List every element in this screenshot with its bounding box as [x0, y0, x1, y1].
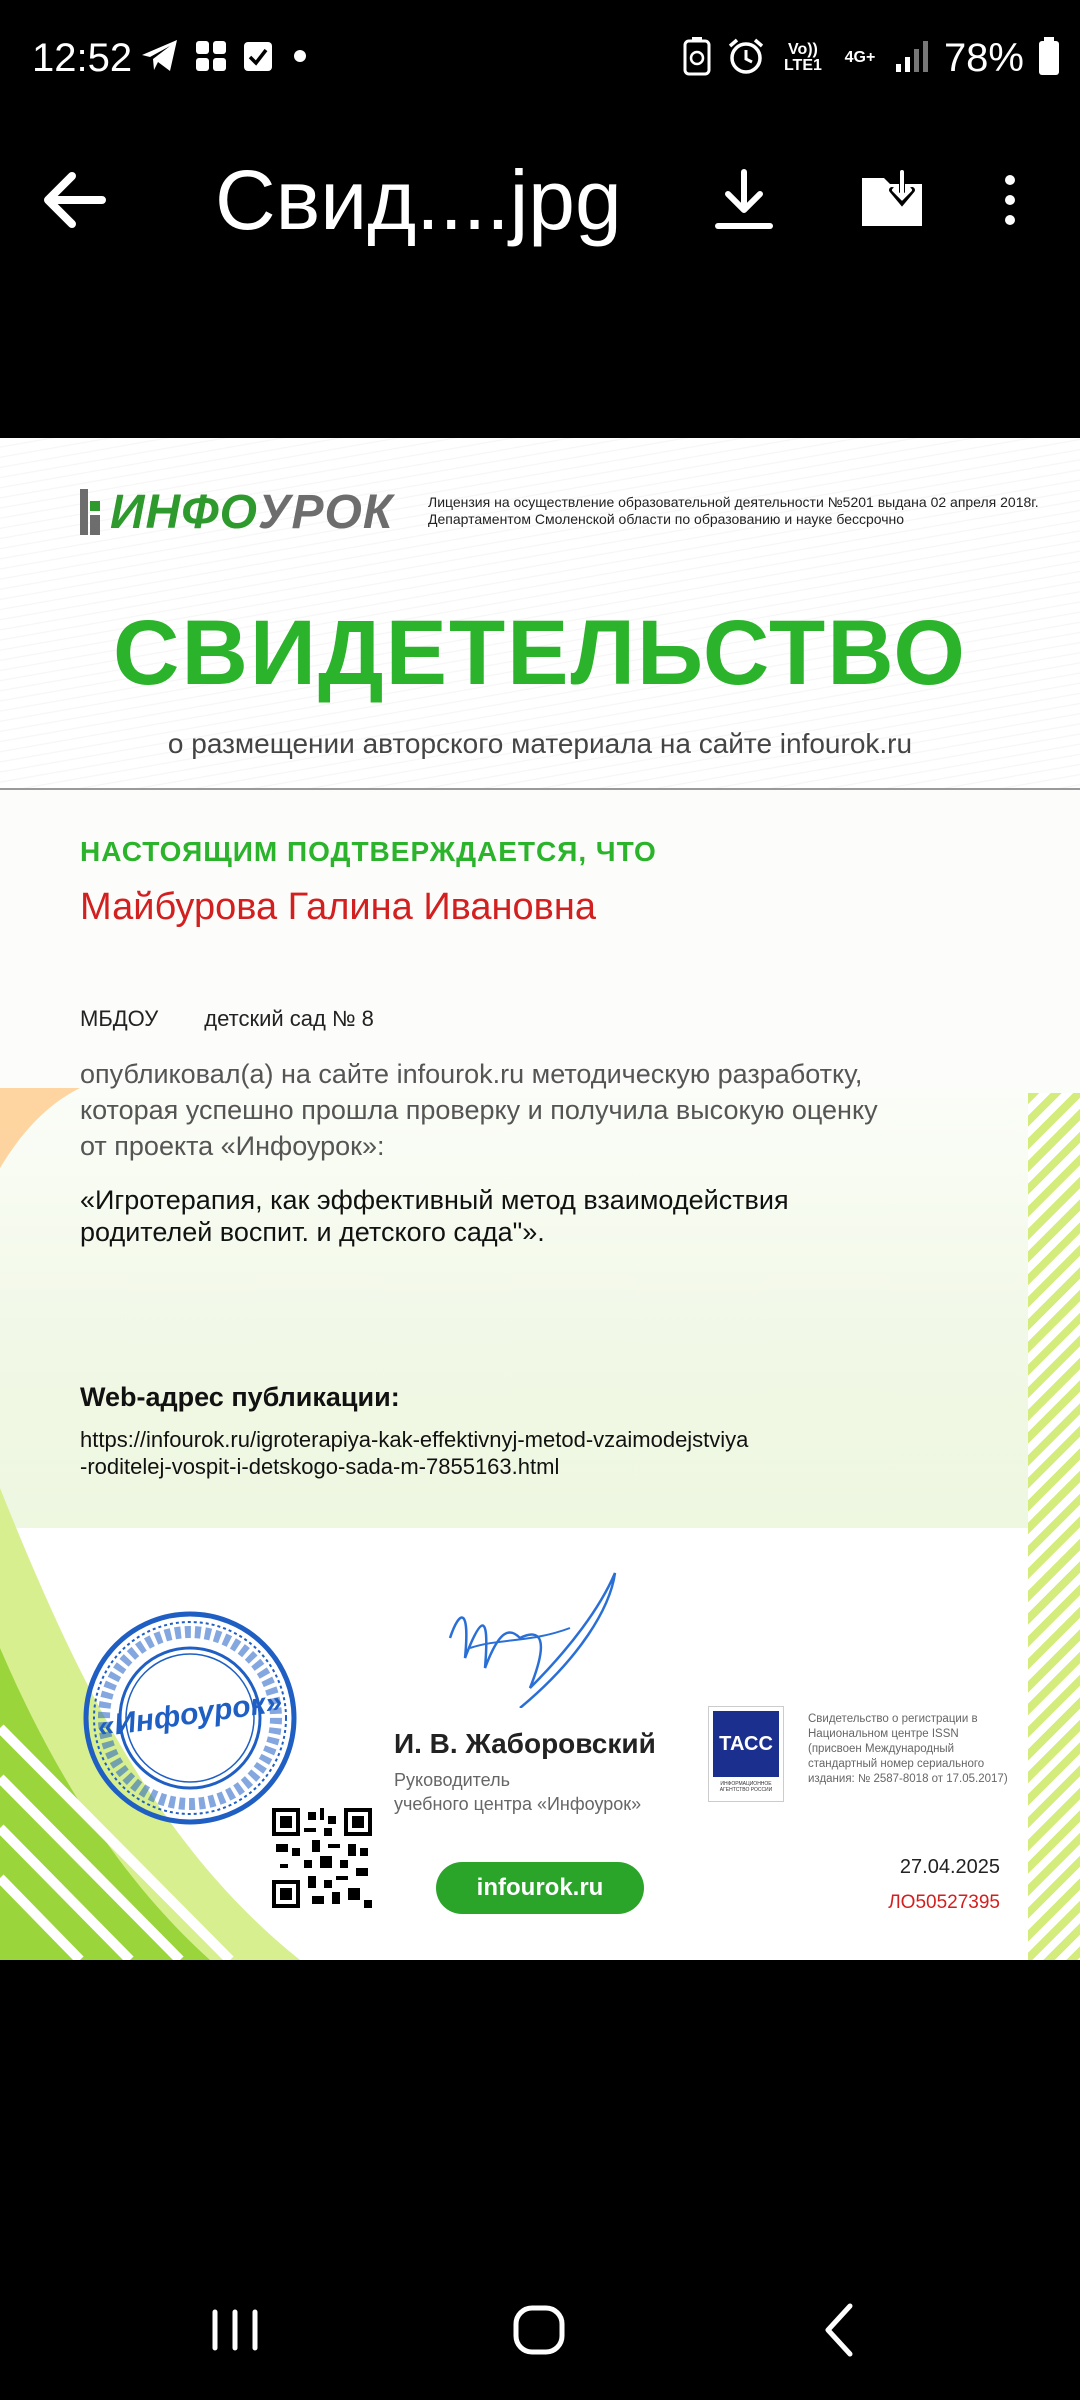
right-decor-stripes: [1028, 1093, 1080, 1960]
app-grid-icon: [194, 39, 228, 78]
stamp-seal: [80, 1608, 300, 1828]
header-divider: [0, 788, 1080, 790]
organization-type: МБДОУ: [80, 1006, 159, 1031]
organization: [80, 1006, 374, 1032]
status-right: [682, 34, 1060, 82]
logo-mark-icon: [78, 487, 104, 537]
task-check-icon: [242, 39, 274, 78]
4g-icon: 4G+: [844, 49, 876, 66]
issn-text: Свидетельство о регистрации в Национальном центре ISSN (присвоен Международный стандартный номер сериального издания: № 2587-8018 от 17.05.2017): [808, 1713, 1008, 1785]
web-address-label: Web-адрес публикации:: [80, 1382, 400, 1412]
battery-level: 78%: [943, 36, 1024, 80]
signal-icon: [894, 38, 930, 79]
stamp-center-text: «Инфоурок»: [95, 1685, 285, 1744]
more-vertical-icon[interactable]: [974, 164, 1046, 236]
file-title: Свид....jpg: [215, 153, 622, 247]
logo-text-part2: УРОК: [258, 485, 394, 539]
web-url-line1: https://infourok.ru/igroterapiya-kak-effektivnyj-metod-vzaimodejstviya: [80, 1427, 749, 1452]
tass-caption: ИНФОРМАЦИОННОЕ АГЕНТСТВО РОССИИ: [719, 1781, 773, 1793]
notification-icons: [140, 38, 312, 78]
home-icon[interactable]: [500, 2290, 580, 2370]
recent-apps-icon[interactable]: [195, 2290, 275, 2370]
battery-saver-icon: [682, 36, 712, 81]
status-time: 12:52: [32, 36, 133, 80]
back-arrow-icon[interactable]: [40, 170, 110, 230]
director-signature: [440, 1568, 640, 1708]
tass-label: ТАСС: [713, 1711, 779, 1777]
qr-code: [272, 1808, 372, 1908]
alarm-icon: [726, 36, 766, 81]
issue-date: 27.04.2025: [899, 1856, 1000, 1878]
volte-icon: Vo)) LTE1: [783, 41, 822, 74]
save-to-folder-icon[interactable]: [856, 164, 928, 236]
organization-name: детский сад № 8: [204, 1006, 374, 1031]
director-name: И. В. Жаборовский: [394, 1728, 656, 1759]
back-icon[interactable]: [800, 2290, 880, 2370]
certificate-headline: СВИДЕТЕЛЬСТВО: [113, 602, 967, 704]
tass-logo: [708, 1706, 784, 1802]
telegram-icon: [140, 38, 180, 79]
license-text: Лицензия на осуществление образовательной деятельности №5201 выдана 02 апреля 2018г. Департаментом Смоленской области по образованию и науке бессрочно: [428, 494, 1039, 527]
logo-text-part1: ИНФО: [110, 485, 258, 539]
certificate-body-bg-top: [0, 788, 1080, 1088]
infourok-logo: [78, 484, 393, 540]
registration-number: ЛО50527395: [888, 1892, 1000, 1913]
navigation-bar: [0, 2260, 1080, 2400]
dot-icon: [288, 44, 312, 73]
battery-icon: [1038, 36, 1060, 81]
recipient-name: Майбурова Галина Ивановна: [80, 886, 596, 928]
director-role-line1: Руководитель: [394, 1770, 510, 1790]
director-role-line2: учебного центра «Инфоурок»: [394, 1794, 642, 1814]
director-role: [394, 1768, 641, 1816]
web-address-url: [80, 1426, 980, 1480]
published-text: опубликовал(а) на сайте infourok.ru методическую разработку, которая успешно прошла проверку и получила высокую оценку от проекта «Инфоурок»:: [80, 1059, 878, 1161]
certificate-image[interactable]: [0, 438, 1080, 1960]
site-button: infourok.ru: [436, 1862, 644, 1914]
material-title: «Игротерапия, как эффективный метод взаимодействия родителей воспит. и детского сада"».: [80, 1185, 789, 1247]
download-icon[interactable]: [708, 164, 780, 236]
web-url-line2: -roditelej-vospit-i-detskogo-sada-m-7855163.html: [80, 1454, 560, 1479]
app-bar: [0, 140, 1080, 260]
confirm-text: НАСТОЯЩИМ ПОДТВЕРЖДАЕТСЯ, ЧТО: [80, 836, 657, 867]
certificate-subheadline: о размещении авторского материала на сайте infourok.ru: [167, 728, 913, 759]
status-bar: [0, 0, 1080, 120]
